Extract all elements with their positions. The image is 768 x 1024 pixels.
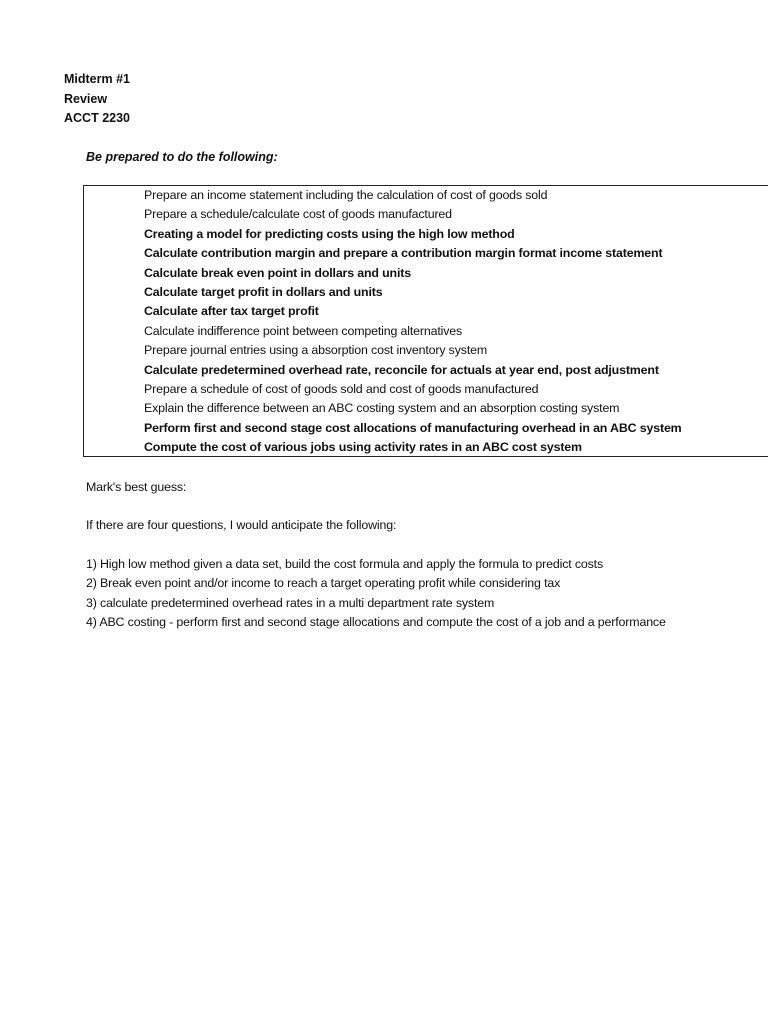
task-item: Calculate target profit in dollars and units	[144, 284, 383, 299]
task-item: Compute the cost of various jobs using activity rates in an ABC cost system	[144, 440, 582, 455]
anticipated-question: 3) calculate predetermined overhead rates in a multi department rate system	[86, 595, 495, 610]
task-item: Perform first and second stage cost allocations of manufacturing overhead in an ABC system	[144, 420, 682, 435]
anticipated-questions-list	[86, 555, 666, 633]
guess-label: Mark's best guess:	[86, 480, 187, 494]
task-item: Explain the difference between an ABC costing system and an absorption costing system	[144, 401, 620, 416]
task-item: Prepare journal entries using a absorption cost inventory system	[144, 343, 488, 358]
exam-title: Midterm #1	[64, 72, 130, 86]
task-item: Calculate after tax target profit	[144, 304, 319, 319]
task-item: Calculate indifference point between competing alternatives	[144, 323, 463, 338]
anticipate-text: If there are four questions, I would anticipate the following:	[86, 518, 397, 532]
course-code: ACCT 2230	[64, 111, 130, 125]
task-item: Creating a model for predicting costs using the high low method	[144, 226, 515, 241]
task-list	[144, 186, 682, 457]
task-item: Prepare a schedule/calculate cost of goods manufactured	[144, 207, 452, 222]
document-header	[64, 70, 130, 129]
task-item: Prepare an income statement including the calculation of cost of goods sold	[144, 188, 548, 202]
anticipated-question: 1) High low method given a data set, build the cost formula and apply the formula to predict costs	[86, 557, 604, 571]
exam-subtitle: Review	[64, 91, 108, 106]
task-item: Calculate break even point in dollars and units	[144, 265, 411, 280]
anticipated-question: 2) Break even point and/or income to reach a target operating profit while considering tax	[86, 576, 561, 591]
intro-heading: Be prepared to do the following:	[86, 150, 278, 164]
task-item: Calculate contribution margin and prepare a contribution margin format income statement	[144, 246, 663, 261]
anticipated-question: 4) ABC costing - perform first and second stage allocations and compute the cost of a job and a performance	[86, 615, 666, 630]
task-item: Prepare a schedule of cost of goods sold and cost of goods manufactured	[144, 381, 539, 396]
task-item: Calculate predetermined overhead rate, reconcile for actuals at year end, post adjustment	[144, 362, 659, 377]
